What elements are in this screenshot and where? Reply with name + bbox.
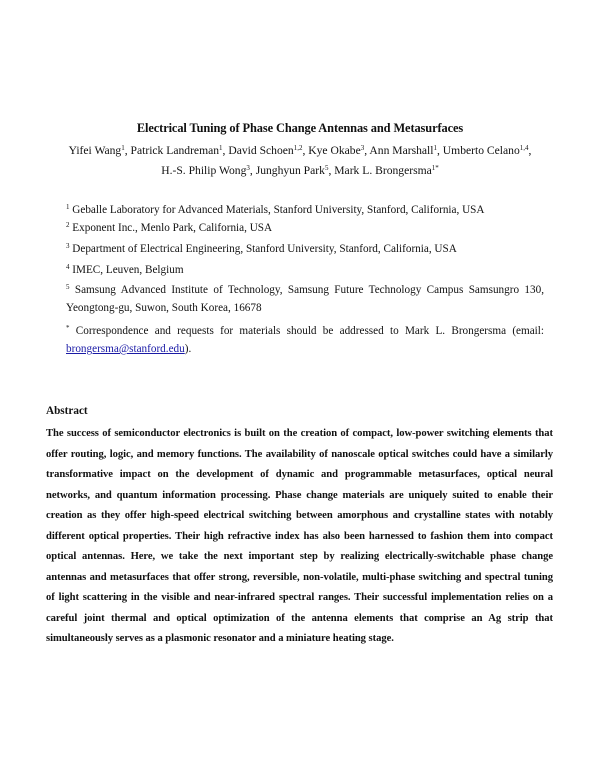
affiliation: $^5$ Samsung Advanced Institute of Technology, Samsung Future Technology Campus Samsungro 130, Yeongtong-gu, Suwon, South Korea, 16678 [66, 283, 544, 314]
abstract-text: The success of semiconductor electronics is built on the creation of compact, low-power switching elements that offer routing, logic, and memory functions. The availability of nanoscale optical switches could have a similarly transformative impact on the development of dynamic and programmable metasurfaces, optical neural networks, and quantum information processing. Phase change materials are uniquely suited to enable their creation as they offer high-speed electrical switching between amorphous and crystalline states with notably different optical properties. Their high refractive index has also been harnessed to fashion them into compact optical antennas. Here, we take the next important step by realizing electrically-switchable phase change antennas and metasurfaces that offer strong, reversible, non-volatile, multi-phase switching and spectral tuning of light scattering in the visible and near-infrared spectral ranges. Their successful implementation relies on a careful joint thermal and optical optimization of the antenna elements that comprise an Ag strip that simultaneously serves as a plasmonic resonator and a miniature heating stage. [46, 428, 553, 644]
author-list [60, 141, 540, 181]
author: Kye Okabe$^3$, [308, 144, 370, 157]
author: David Schoen$^{1,2}$, [228, 144, 309, 157]
author: Patrick Landreman$^1$, [130, 144, 229, 157]
affiliation: $^3$ Department of Electrical Engineering, Stanford University, Stanford, California, USA [66, 242, 457, 255]
affiliation: $^1$ Geballe Laboratory for Advanced Materials, Stanford University, Stanford, California, USA [66, 203, 485, 216]
email-link[interactable]: brongersma@stanford.edu [66, 343, 185, 355]
abstract-heading: Abstract [46, 405, 88, 417]
author: Mark L. Brongersma$^{1*}$ [334, 164, 439, 177]
author: Junghyun Park$^5$, [255, 164, 335, 177]
author: Yifei Wang$^1$, [68, 144, 131, 157]
affiliation: $^4$ IMEC, Leuven, Belgium [66, 263, 184, 276]
paper-title: Electrical Tuning of Phase Change Antennas and Metasurfaces [136, 121, 464, 135]
affiliation: $^2$ Exponent Inc., Menlo Park, California, USA [66, 221, 273, 234]
author: Umberto Celano$^{1,4}$, [442, 144, 532, 157]
correspondence-note: * Correspondence and requests for materials should be addressed to Mark L. Brongersma (email: brongersma@stanford.edu). [66, 324, 545, 355]
author: H.-S. Philip Wong$^3$, [161, 164, 256, 177]
author: Ann Marshall$^1$, [369, 144, 443, 157]
